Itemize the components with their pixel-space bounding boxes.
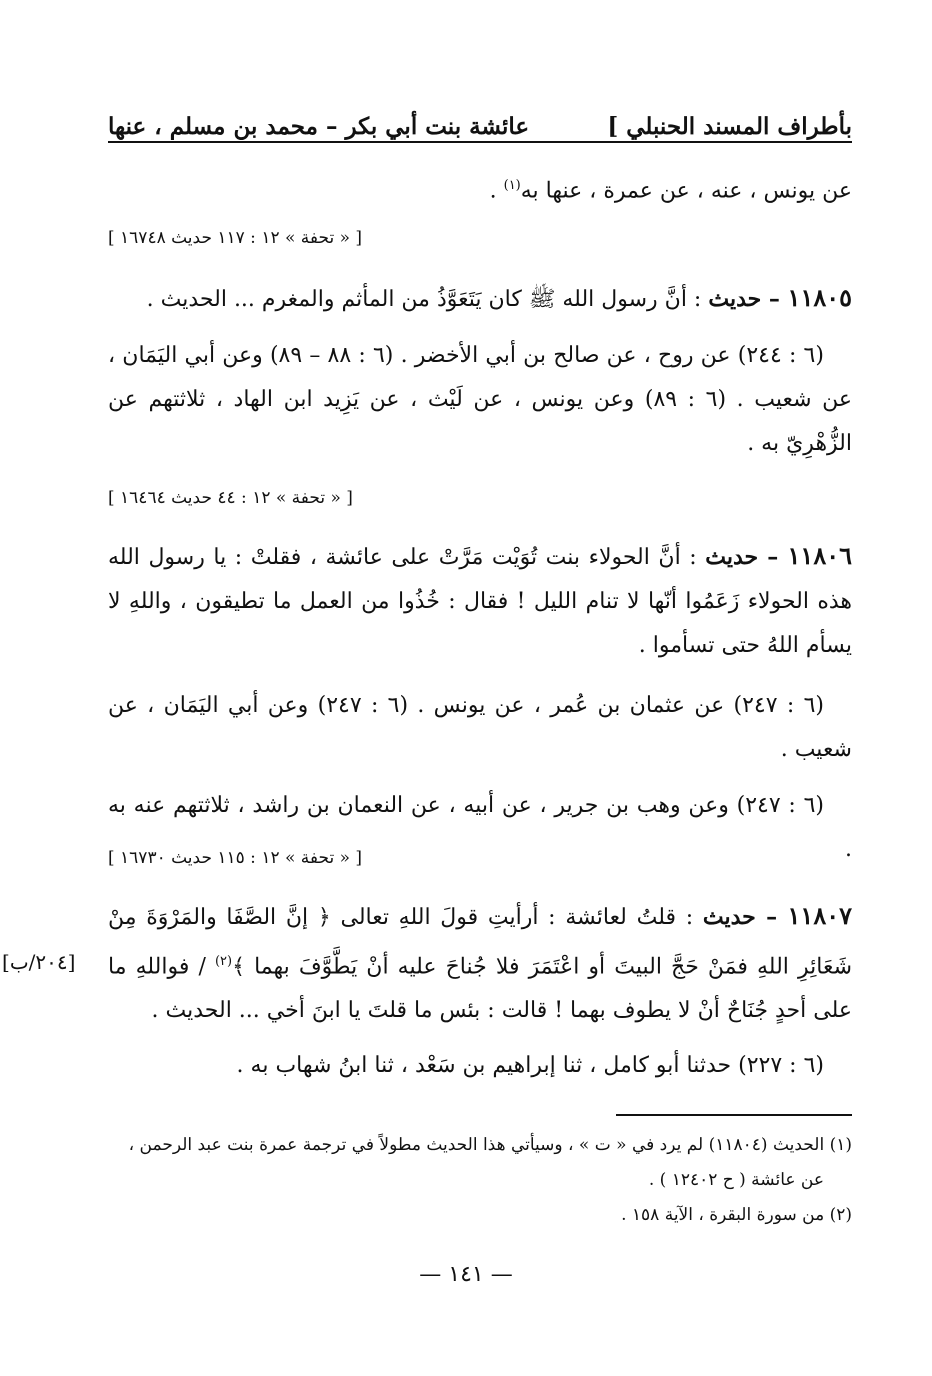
hadith-11806-sources-1 <box>108 684 852 772</box>
header-book-title: بأطراف المسند الحنبلي ] <box>607 113 852 140</box>
hadith-sources-text: (٦ : ٢٢٧) حدثنا أبو كامل ، ثنا إبراهيم بن سَعْد ، ثنا ابنُ شهاب به . <box>236 1053 824 1078</box>
hadith-11805-sources <box>108 334 852 466</box>
hadith-label: – حديث <box>702 904 788 930</box>
tuhfa-reference-3 <box>108 848 852 868</box>
hadith-11807-sources <box>108 1044 852 1088</box>
header-section-title: عائشة بنت أبي بكر – محمد بن مسلم ، عنها <box>108 113 530 140</box>
header-rule <box>108 141 852 143</box>
hadith-text: : قلتُ لعائشة : أرأيتِ قولَ اللهِ تعالى ﴿ إنَّ الصَّفَا والمَرْوَةَ مِنْ شَعَائِرِ اللهِ فمَنْ حَجَّ البيتَ أو اعْتَمَرَ فلا جُناحَ عليه أنْ يَطَّوَّفَ بهما ﴾ <box>108 905 852 980</box>
footnote-1-continued: عن عائشة ( ح ١٢٤٠٢ ) . <box>648 1170 824 1190</box>
footnote-marker-2: (٢) <box>214 954 233 969</box>
continuation-line <box>108 164 852 213</box>
footnote-rule <box>616 1114 852 1116</box>
continuation-end: . <box>489 178 504 204</box>
footnote-marker-1: (١) <box>503 178 521 193</box>
hadith-label: – حديث <box>705 544 788 570</box>
hadith-text: : أنَّ الحولاء بنت تُوَيْت مَرَّتْ على عائشة ، فقلتْ : يا رسول الله هذه الحولاء زَعَمُوا أنّها لا تنام الليل ! فقال : خُذُوا من العمل ما تطيقون ، واللهِ لا يسأم اللهُ حتى تسأموا . <box>108 545 852 658</box>
footnote-2: (٢) من سورة البقرة ، الآية ١٥٨ . <box>621 1205 852 1225</box>
hadith-sources-text: (٦ : ٢٤٧) وعن وهب بن جرير ، عن أبيه ، عن النعمان بن راشد ، ثلاثتهم عنه به . <box>108 793 852 862</box>
hadith-number: ١١٨٠٦ <box>787 541 852 570</box>
hadith-sources-text: (٦ : ٢٤٤) عن روح ، عن صالح بن أبي الأخضر . (٦ : ٨٨ – ٨٩) وعن أبي اليَمَان ، عن شعيب . (٦ : ٨٩) وعن يونس ، عن لَيْث ، عن يَزِيد ابن الهاد ، ثلاثتهم عن الزُّهْرِيّ به . <box>108 343 853 456</box>
hadith-text-continued: / فواللهِ ما على أحدٍ جُنَاحٌ أنْ لا يطوف بهما ! قالت : بئس ما قلتَ يا ابنَ أخي ... الحديث . <box>108 954 852 1024</box>
footnote-1: (١) الحديث (١١٨٠٤) لم يرد في « ت » ، وسيأتي هذا الحديث مطولاً في ترجمة عمرة بنت عبد الرحمن ، <box>128 1135 852 1155</box>
hadith-sources-text: (٦ : ٢٤٧) عن عثمان بن عُمر ، عن يونس . (٦ : ٢٤٧) وعن أبي اليَمَان ، عن شعيب . <box>108 693 852 762</box>
hadith-label: – حديث <box>708 286 788 312</box>
hadith-number: ١١٨٠٧ <box>787 901 852 930</box>
footnotes <box>108 1128 852 1233</box>
page-number: — ١٤١ — <box>419 1262 513 1287</box>
hadith-text: : أنَّ رسول الله ﷺ كان يَتَعَوَّذُ من المأثم والمغرم ... الحديث . <box>146 287 709 312</box>
continuation-text: عن يونس ، عنه ، عن عمرة ، عنها به <box>520 178 852 204</box>
manuscript-folio-note: [٢٠٤/ب] <box>2 950 76 974</box>
running-header <box>108 100 852 140</box>
tuhfa-reference-text: [ « تحفة » ١٢ : ١١٥ حديث ١٦٧٣٠ ] <box>108 848 363 868</box>
hadith-11807 <box>108 894 852 1033</box>
hadith-number: ١١٨٠٥ <box>787 283 852 312</box>
hadith-11806 <box>108 534 852 668</box>
hadith-11805 <box>108 276 852 322</box>
tuhfa-reference-1 <box>108 228 852 248</box>
tuhfa-reference-text: [ « تحفة » ١٢ : ٤٤ حديث ١٦٤٦٤ ] <box>108 488 353 508</box>
tuhfa-reference-2 <box>108 488 852 508</box>
tuhfa-reference-text: [ « تحفة » ١٢ : ١١٧ حديث ١٦٧٤٨ ] <box>108 228 363 248</box>
